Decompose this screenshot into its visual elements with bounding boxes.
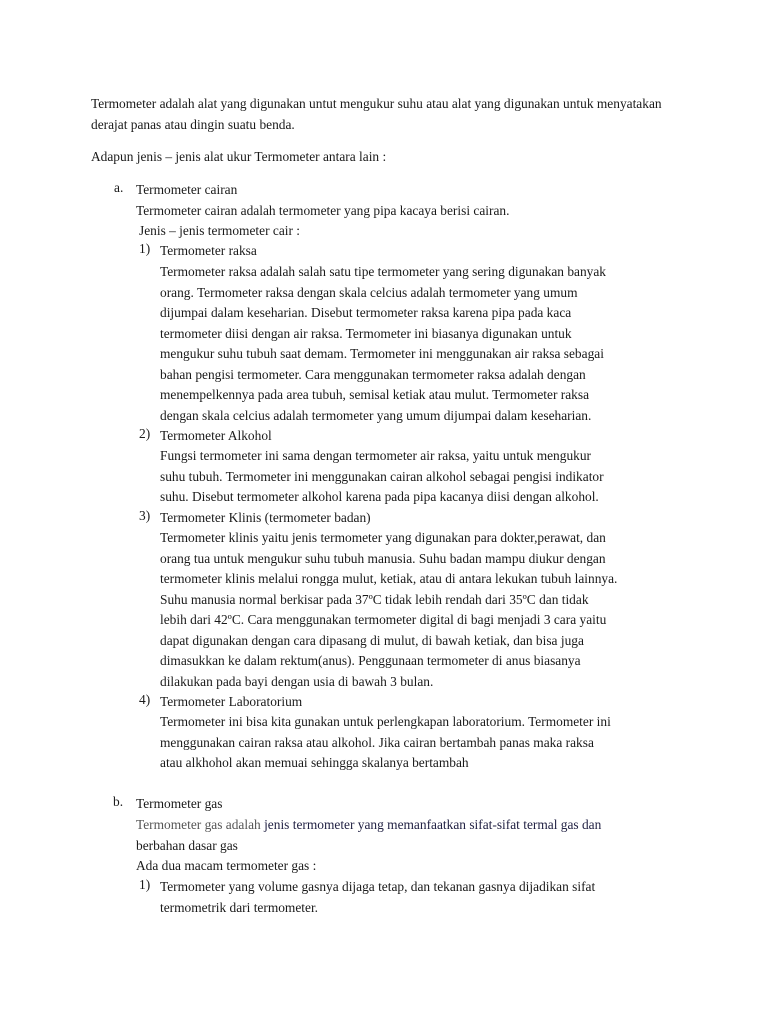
section-b-title: Termometer gas: [136, 796, 223, 811]
section-a-marker: a.: [114, 180, 124, 195]
text-line: suhu tubuh. Termometer ini menggunakan cairan alkohol sebagai pengisi indikator: [160, 468, 604, 484]
item-a1-marker: 1): [139, 241, 151, 256]
section-b-subintro: Ada dua macam termometer gas :: [136, 858, 317, 873]
text-line: dapat digunakan dengan cara dipasang di mulut, di bawah ketiak, dan bisa juga: [160, 632, 584, 648]
item-a3-title: Termometer Klinis (termometer badan): [160, 510, 371, 525]
types-lead-paragraph: Adapun jenis – jenis alat ukur Termometer antara lain :: [91, 149, 387, 164]
text-line: dimasukkan ke dalam rektum(anus). Penggunaan termometer di anus biasanya: [160, 653, 581, 668]
section-a-description: Termometer cairan adalah termometer yang pipa kacaya berisi cairan.: [136, 203, 510, 218]
text-line: orang tua untuk mengukur suhu tubuh manusia. Suhu badan mampu diukur dengan: [160, 550, 606, 566]
item-a4-text: [160, 712, 678, 774]
section-a-subintro: Jenis – jenis termometer cair :: [139, 223, 301, 238]
text-line: dilakukan pada bayi dengan usia di bawah 3 bulan.: [160, 673, 434, 689]
text-line: Termometer klinis yaitu jenis termometer yang digunakan para dokter,perawat, dan: [160, 530, 606, 545]
text-line: berbahan dasar gas: [136, 837, 238, 853]
text-line: menggunakan cairan raksa atau alkohol. Jika cairan bertambah panas maka raksa: [160, 734, 594, 750]
text-line: termometer klinis melalui rongga mulut, ketiak, atau di antara lekukan tubuh lainnya.: [160, 571, 618, 586]
item-a1-title: Termometer raksa: [160, 243, 257, 258]
text-line: Suhu manusia normal berkisar pada 37ºC tidak lebih rendah dari 35ºC dan tidak: [160, 591, 589, 607]
text-line: mengukur suhu tubuh saat demam. Termometer ini menggunakan air raksa sebagai: [160, 346, 604, 361]
text-line: Termometer ini bisa kita gunakan untuk perlengkapan laboratorium. Termometer ini: [160, 714, 611, 729]
text-line: orang. Termometer raksa dengan skala celcius adalah termometer yang umum: [160, 284, 578, 300]
item-b1-marker: 1): [139, 877, 151, 892]
text-line: termometer diisi dengan air raksa. Termometer ini biasanya digunakan untuk: [160, 325, 572, 341]
text-line: dijumpai dalam keseharian. Disebut termometer raksa karena pipa pada kaca: [160, 305, 572, 320]
section-b-marker: b.: [113, 794, 124, 809]
section-b-description: [136, 815, 681, 856]
text-line: Termometer yang volume gasnya dijaga tetap, dan tekanan gasnya dijadikan sifat: [160, 879, 596, 894]
text-line: suhu. Disebut termometer alkohol karena pada pipa kacanya diisi dengan alkohol.: [160, 489, 599, 504]
intro-paragraph: Termometer adalah alat yang digunakan untut mengukur suhu atau alat yang digunakan untuk menyatakan derajat panas atau dingin suatu benda.: [91, 96, 662, 132]
item-a3-text: [160, 528, 678, 692]
description-lead: Termometer gas adalah: [136, 817, 261, 832]
item-a2-marker: 2): [139, 426, 151, 441]
item-a3-marker: 3): [139, 508, 151, 523]
item-a1-text: [160, 262, 678, 426]
text-line: lebih dari 42ºC. Cara menggunakan termometer digital di bagi menjadi 3 cara yaitu: [160, 612, 607, 627]
text-line: bahan pengisi termometer. Cara menggunakan termometer raksa adalah dengan: [160, 366, 586, 382]
item-a4-marker: 4): [139, 692, 151, 707]
item-a2-title: Termometer Alkohol: [160, 428, 272, 443]
text-line: menempelkennya pada area tubuh, semisal ketiak atau mulut. Termometer raksa: [160, 387, 590, 402]
description-rest: jenis termometer yang memanfaatkan sifat-sifat termal gas dan: [260, 817, 602, 832]
item-a2-text: [160, 446, 678, 508]
item-a4-title: Termometer Laboratorium: [160, 694, 303, 709]
text-line: Termometer raksa adalah salah satu tipe termometer yang sering digunakan banyak: [160, 264, 606, 279]
text-line: atau alkhohol akan memuai sehingga skalanya bertambah: [160, 755, 469, 770]
text-line: Fungsi termometer ini sama dengan termometer air raksa, yaitu untuk mengukur: [160, 448, 591, 463]
text-line: termometrik dari termometer.: [160, 899, 319, 915]
section-a-title: Termometer cairan: [136, 182, 238, 197]
item-b1-text: [160, 877, 678, 918]
text-line: dengan skala celcius adalah termometer yang umum dijumpai dalam keseharian.: [160, 407, 592, 423]
